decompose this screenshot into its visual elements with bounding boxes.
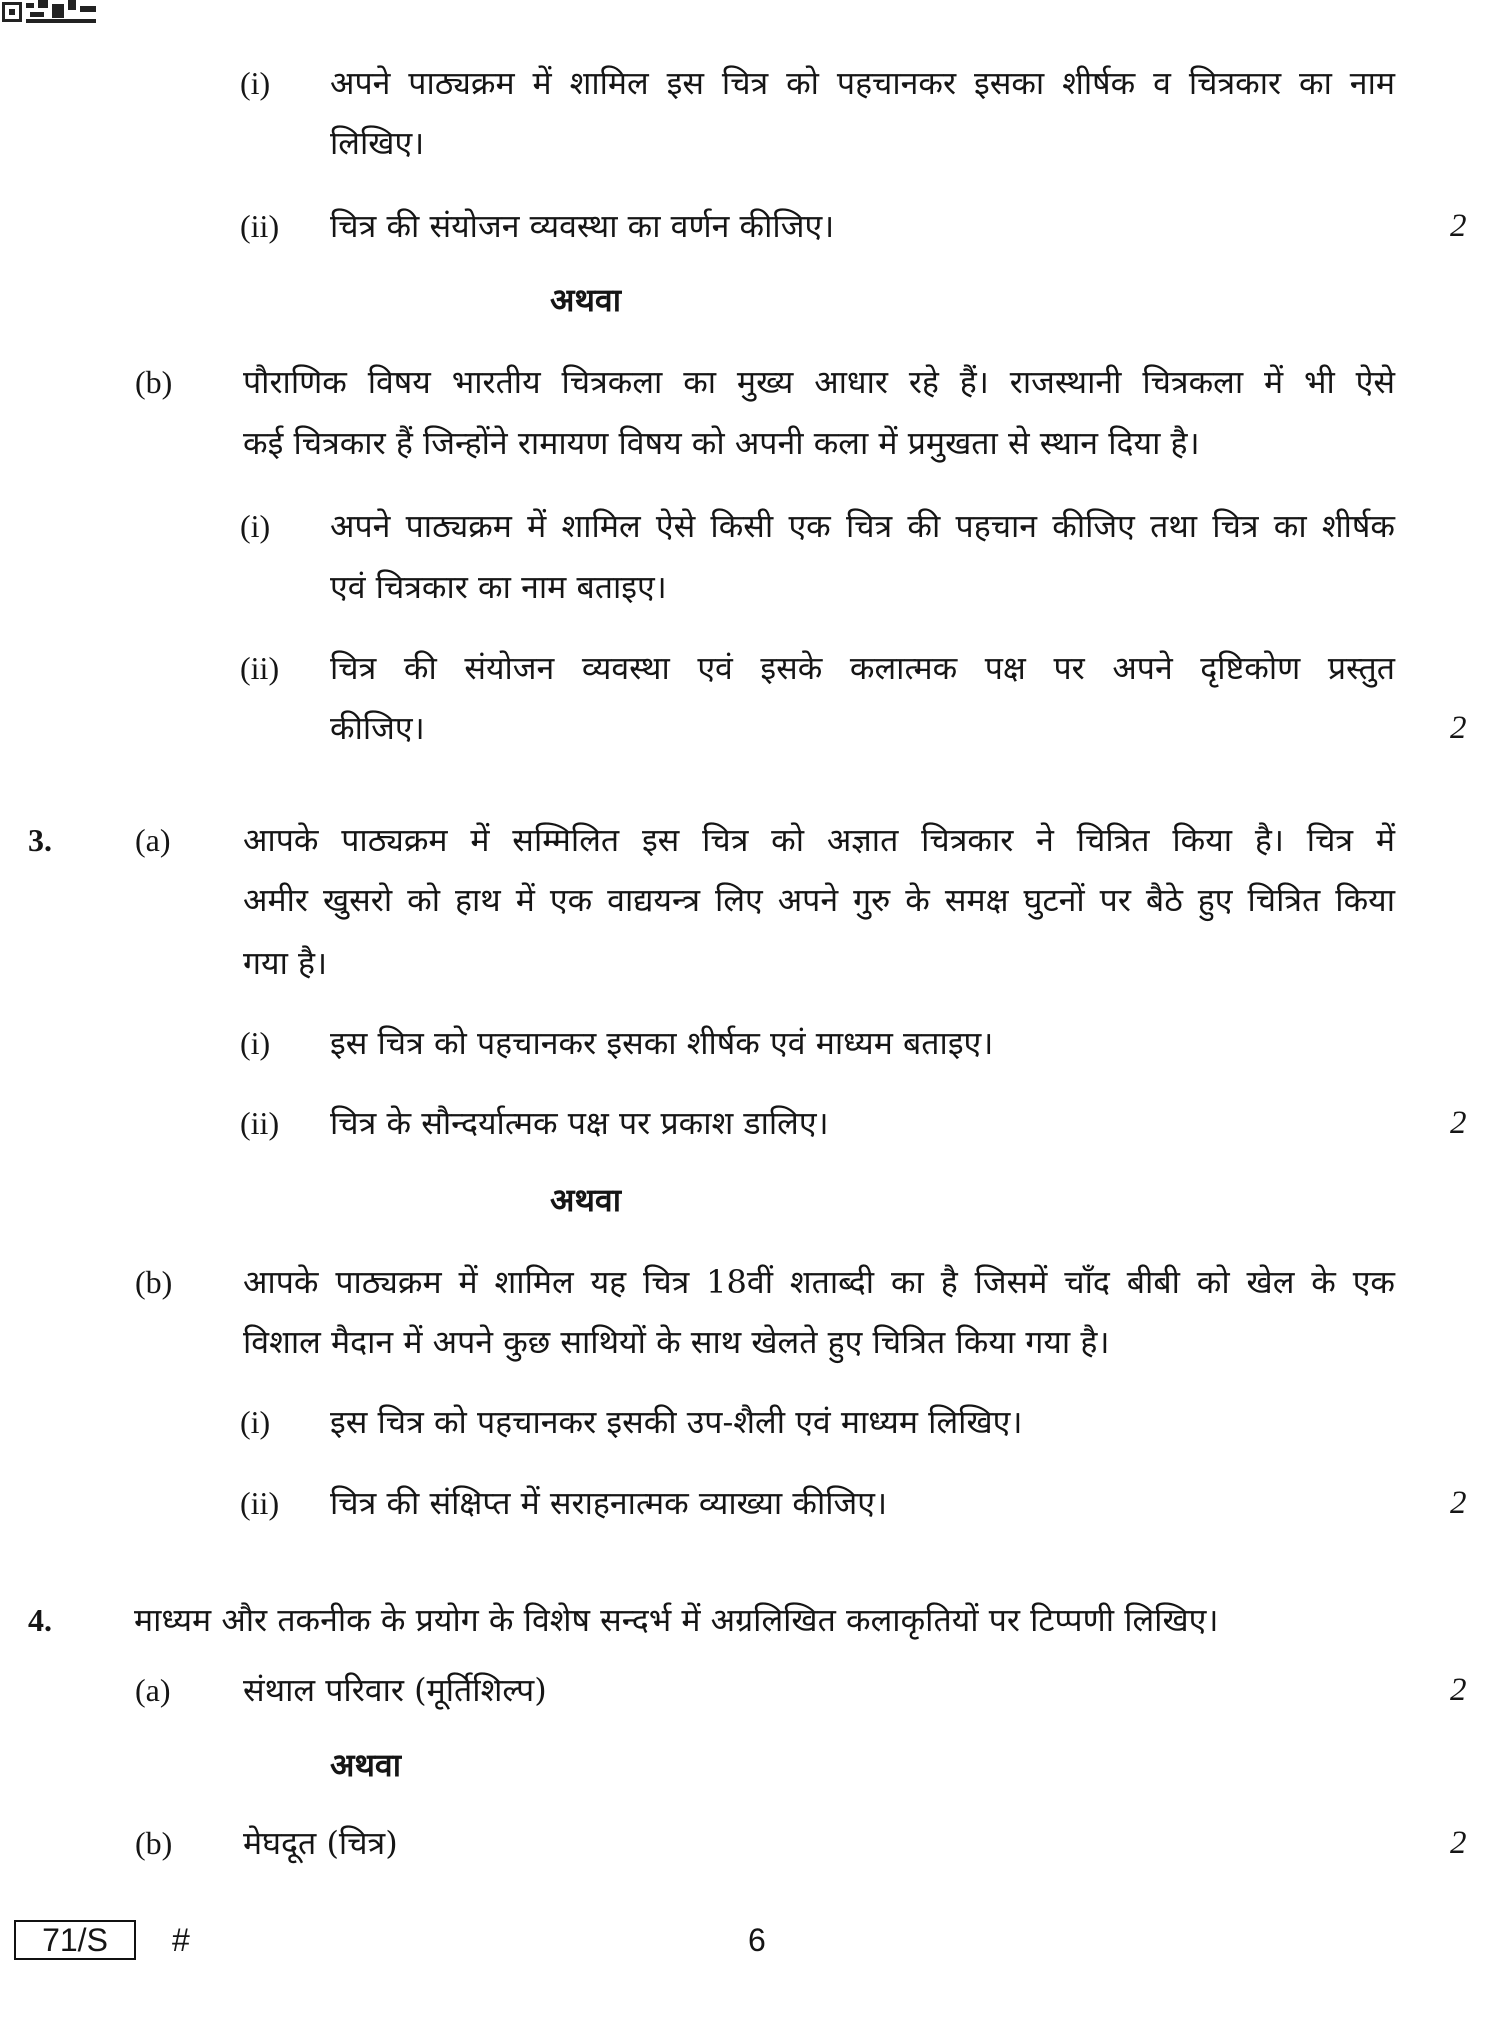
- page-number: 6: [748, 1922, 766, 1958]
- or-divider: अथवा: [550, 1181, 621, 1219]
- sub-label: (i): [240, 1025, 271, 1061]
- sub-label: (ii): [240, 208, 280, 244]
- question-text: एवं चित्रकार का नाम बताइए।: [330, 568, 667, 606]
- paper-code: 71/S: [14, 1920, 136, 1960]
- sub-label: (i): [240, 508, 271, 544]
- question-number: 3.: [28, 822, 52, 858]
- part-label: (b): [135, 1825, 173, 1861]
- marks: 2: [1450, 710, 1467, 746]
- question-text: मेघदूत (चित्र): [243, 1824, 398, 1862]
- question-text: माध्यम और तकनीक के प्रयोग के विशेष सन्दर्भ में अग्रलिखित कलाकृतियों पर टिप्पणी लिखिए।: [134, 1601, 1219, 1639]
- sub-label: (i): [240, 1404, 271, 1440]
- question-text: कई चित्रकार हैं जिन्होंने रामायण विषय को अपनी कला में प्रमुखता से स्थान दिया है।: [243, 424, 1200, 462]
- question-text: गया है।: [243, 944, 328, 982]
- question-text: लिखिए।: [330, 124, 425, 162]
- question-text: कीजिए।: [330, 709, 425, 747]
- question-text: चित्र की संयोजन व्यवस्था एवं इसके कलात्मक पक्ष पर अपने दृष्टिकोण प्रस्तुत: [330, 649, 1395, 687]
- question-text: विशाल मैदान में अपने कुछ साथियों के साथ खेलते हुए चित्रित किया गया है।: [243, 1323, 1110, 1361]
- or-divider: अथवा: [330, 1746, 401, 1784]
- marks: 2: [1450, 1105, 1467, 1141]
- marks: 2: [1450, 1485, 1467, 1521]
- question-text: इस चित्र को पहचानकर इसका शीर्षक एवं माध्यम बताइए।: [330, 1024, 994, 1062]
- hash-mark: #: [172, 1922, 190, 1958]
- question-text: अपने पाठ्यक्रम में शामिल ऐसे किसी एक चित्र की पहचान कीजिए तथा चित्र का शीर्षक: [330, 507, 1395, 545]
- question-text: चित्र की संक्षिप्त में सराहनात्मक व्याख्या कीजिए।: [330, 1484, 888, 1522]
- sub-label: (ii): [240, 1105, 280, 1141]
- marks: 2: [1450, 1825, 1467, 1861]
- sub-label: (ii): [240, 650, 280, 686]
- question-number: 4.: [28, 1602, 52, 1638]
- question-text: चित्र की संयोजन व्यवस्था का वर्णन कीजिए।: [330, 207, 835, 245]
- marks: 2: [1450, 208, 1467, 244]
- question-text: अमीर खुसरो को हाथ में एक वाद्ययन्त्र लिए अपने गुरु के समक्ष घुटनों पर बैठे हुए चित्रित किया: [243, 881, 1395, 919]
- or-divider: अथवा: [550, 281, 621, 319]
- sub-label: (ii): [240, 1485, 280, 1521]
- marks: 2: [1450, 1672, 1467, 1708]
- part-label: (a): [135, 822, 171, 858]
- sub-label: (i): [240, 65, 271, 101]
- question-text: आपके पाठ्यक्रम में शामिल यह चित्र 18वीं शताब्दी का है जिसमें चाँद बीबी को खेल के एक: [243, 1263, 1395, 1301]
- part-label: (b): [135, 1264, 173, 1300]
- question-text: पौराणिक विषय भारतीय चित्रकला का मुख्य आधार रहे हैं। राजस्थानी चित्रकला में भी ऐसे: [243, 363, 1395, 401]
- question-text: अपने पाठ्यक्रम में शामिल इस चित्र को पहचानकर इसका शीर्षक व चित्रकार का नाम: [330, 64, 1395, 102]
- question-text: चित्र के सौन्दर्यात्मक पक्ष पर प्रकाश डालिए।: [330, 1104, 829, 1142]
- part-label: (b): [135, 364, 173, 400]
- question-text: आपके पाठ्यक्रम में सम्मिलित इस चित्र को अज्ञात चित्रकार ने चित्रित किया है। चित्र में: [243, 821, 1395, 859]
- question-text: संथाल परिवार (मूर्तिशिल्प): [243, 1671, 547, 1709]
- part-label: (a): [135, 1672, 171, 1708]
- qr-code-icon: [2, 0, 98, 24]
- question-text: इस चित्र को पहचानकर इसकी उप-शैली एवं माध्यम लिखिए।: [330, 1403, 1023, 1441]
